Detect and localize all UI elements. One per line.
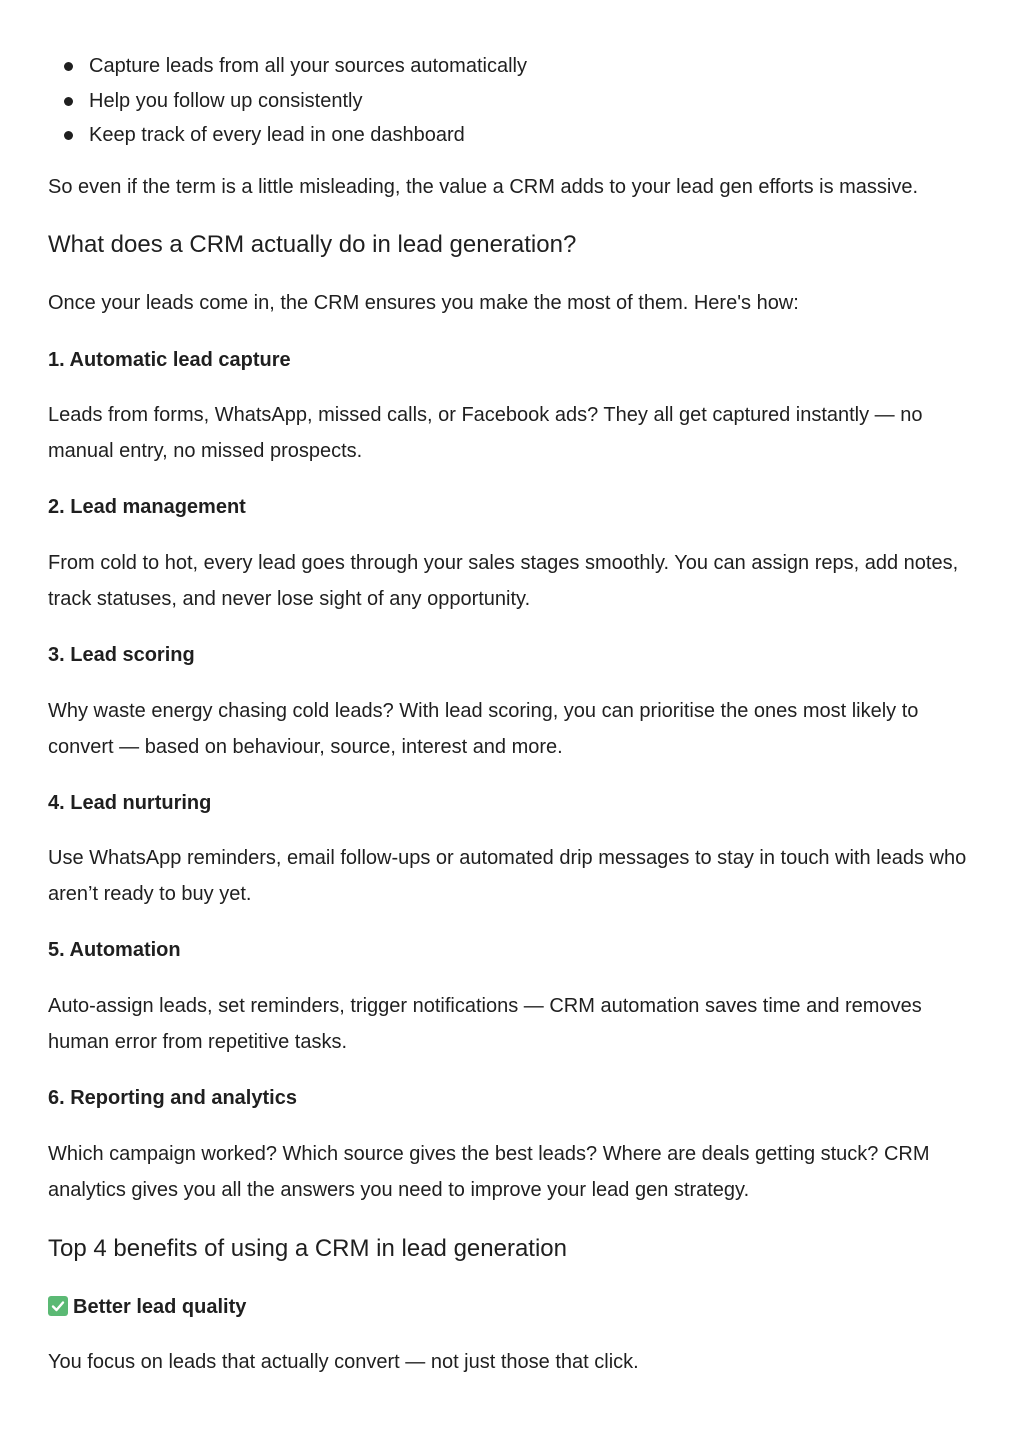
- intro-conclusion-paragraph: So even if the term is a little misleading, the value a CRM adds to your lead gen efforts is massive.: [48, 176, 919, 198]
- item-title-reporting: 6. Reporting and analytics: [48, 1087, 297, 1109]
- item-title-lead-management: 2. Lead management: [48, 496, 246, 518]
- item-body-lead-management: From cold to hot, every lead goes through your sales stages smoothly. You can assign reps, add notes, track statuses, and never lose sight of any opportunity.: [48, 552, 959, 610]
- bullet-text: Capture leads from all your sources automatically: [89, 55, 527, 77]
- bullet-text: Help you follow up consistently: [89, 89, 363, 112]
- bullet-text: Keep track of every lead in one dashboard: [89, 124, 465, 146]
- benefit-body-lead-quality: You focus on leads that actually convert — not just those that click.: [48, 1351, 639, 1373]
- item-body-lead-nurturing: Use WhatsApp reminders, email follow-ups or automated drip messages to stay in touch with leads who aren’t ready to buy yet.: [48, 847, 967, 905]
- bullet-dot-icon: [64, 62, 73, 71]
- item-title-automation: 5. Automation: [48, 939, 181, 961]
- bullet-item: [48, 49, 527, 84]
- item-body-automation: Auto-assign leads, set reminders, trigger notifications — CRM automation saves time and removes human error from repetitive tasks.: [48, 995, 922, 1053]
- benefit-bullet-list: [48, 49, 527, 153]
- bullet-dot-icon: [64, 131, 73, 140]
- item-body-lead-scoring: Why waste energy chasing cold leads? With lead scoring, you can prioritise the ones most likely to convert — based on behaviour, source, interest and more.: [48, 700, 919, 758]
- check-mark-icon: [48, 1296, 68, 1316]
- benefit-title-text: Better lead quality: [73, 1296, 247, 1318]
- item-body-reporting: Which campaign worked? Which source gives the best leads? Where are deals getting stuck? CRM analytics gives you all the answers you need to improve your lead gen strategy.: [48, 1143, 930, 1201]
- section-heading-crm-role: What does a CRM actually do in lead generation?: [48, 231, 577, 258]
- item-title-lead-nurturing: 4. Lead nurturing: [48, 792, 212, 814]
- item-title-lead-capture: 1. Automatic lead capture: [48, 349, 291, 371]
- bullet-dot-icon: [64, 97, 73, 106]
- item-body-lead-capture: Leads from forms, WhatsApp, missed calls, or Facebook ads? They all get captured instantly — no manual entry, no missed prospects.: [48, 404, 923, 462]
- section-intro-paragraph: Once your leads come in, the CRM ensures you make the most of them. Here's how:: [48, 292, 799, 314]
- section-heading-benefits: Top 4 benefits of using a CRM in lead generation: [48, 1235, 567, 1262]
- bullet-item: [48, 84, 527, 119]
- item-title-lead-scoring: 3. Lead scoring: [48, 644, 195, 666]
- bullet-item: [48, 118, 527, 153]
- benefit-title-lead-quality: [48, 1292, 246, 1322]
